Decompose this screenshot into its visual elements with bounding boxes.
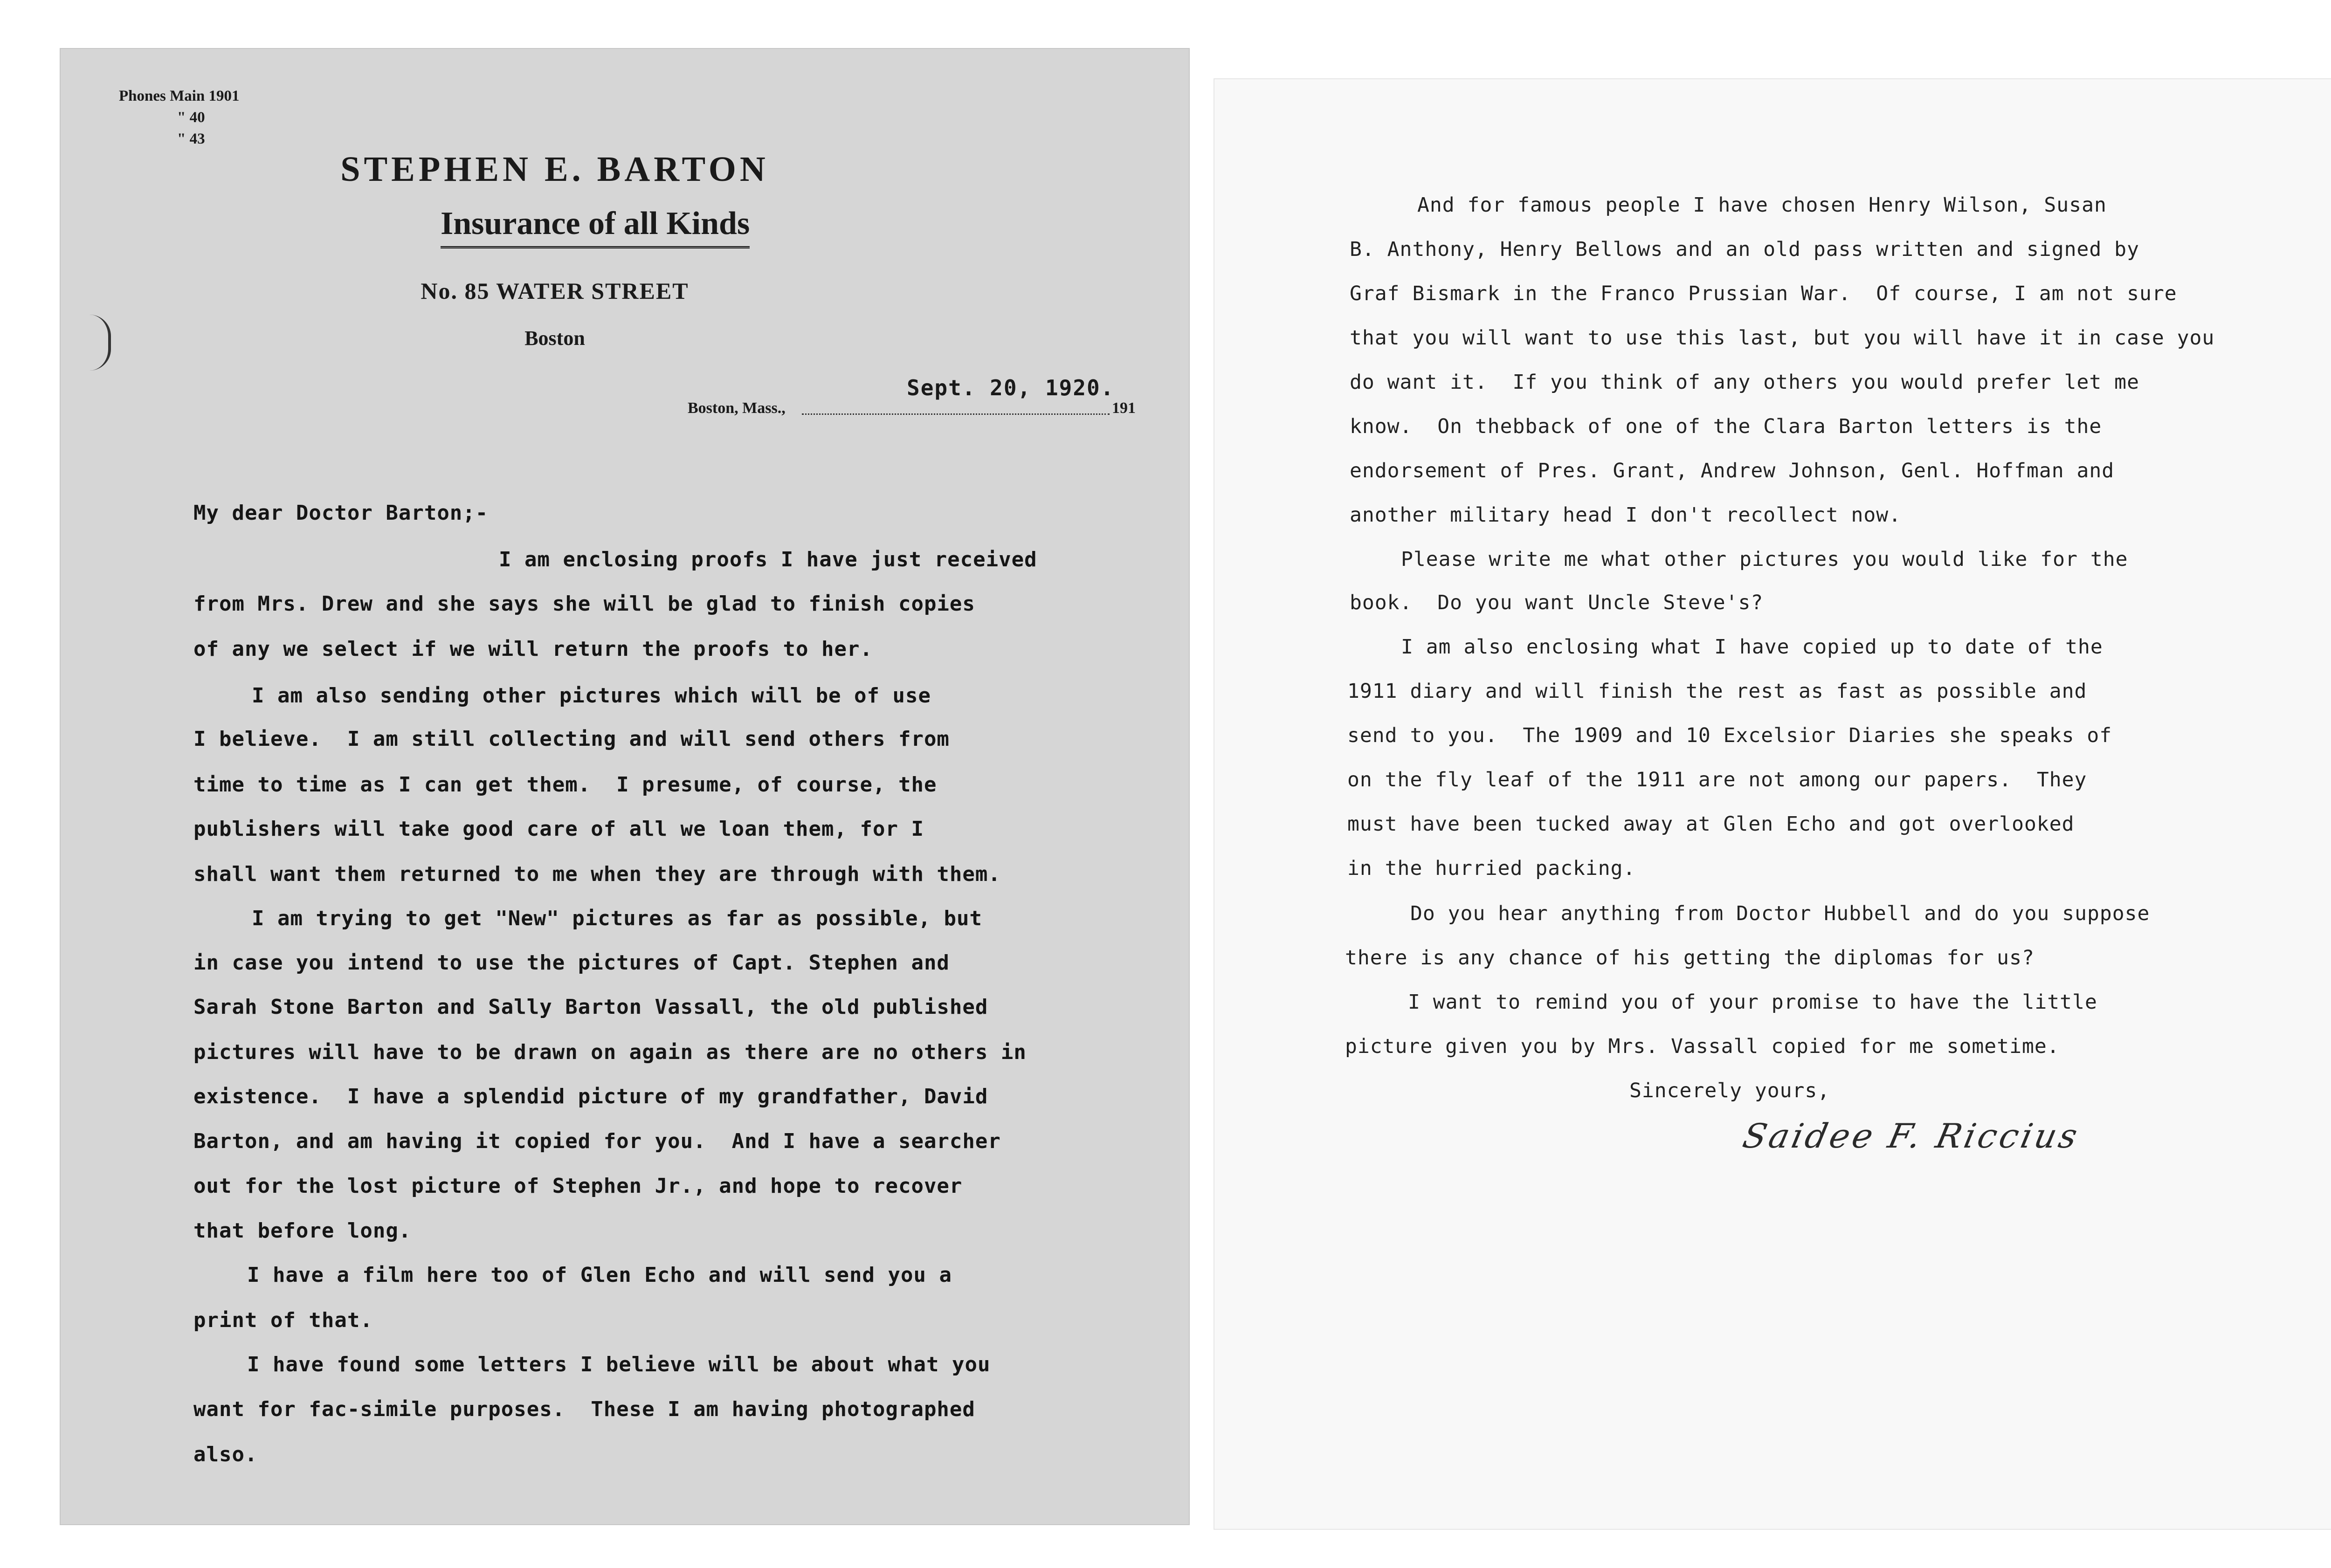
body-line: another military head I don't recollect now. <box>1350 503 1902 527</box>
dateline-rule <box>802 413 1110 415</box>
letter-page-1 <box>61 49 1189 1524</box>
body-line: Please write me what other pictures you would like for the <box>1401 548 2128 571</box>
body-line: that before long. <box>193 1219 412 1243</box>
letter-page-2 <box>1214 79 2331 1529</box>
body-line: Graf Bismark in the Franco Prussian War. Of course, I am not sure <box>1350 282 2177 305</box>
body-line: print of that. <box>193 1308 373 1332</box>
body-line: out for the lost picture of Stephen Jr., and hope to recover <box>193 1174 963 1198</box>
body-line: Do you hear anything from Doctor Hubbell and do you suppose <box>1410 902 2150 925</box>
dateline-year-stub: 191 <box>1112 399 1136 417</box>
body-line: I believe. I am still collecting and will send others from <box>193 727 950 751</box>
body-line: pictures will have to be drawn on again as there are no others in <box>193 1040 1027 1064</box>
body-line: know. On thebback of one of the Clara Barton letters is the <box>1350 415 2102 438</box>
phones-ditto-2: " 43 <box>177 131 205 147</box>
body-line: existence. I have a splendid picture of my grandfather, David <box>193 1085 988 1108</box>
letterhead-tagline: Insurance of all Kinds <box>441 205 750 248</box>
signature: Saidee F. Riccius <box>1739 1116 2084 1155</box>
body-line: in the hurried packing. <box>1347 857 1636 880</box>
body-line: I am also sending other pictures which will be of use <box>252 684 931 708</box>
body-line: 1911 diary and will finish the rest as fast as possible and <box>1347 680 2087 703</box>
body-line: I am also enclosing what I have copied up to date of the <box>1401 635 2103 659</box>
body-line: on the fly leaf of the 1911 are not among our papers. They <box>1347 768 2087 791</box>
body-line: I am enclosing proofs I have just received <box>499 548 1037 571</box>
phones-main-line: Phones Main 1901 <box>119 88 240 104</box>
dateline <box>688 375 1154 417</box>
body-line: I want to remind you of your promise to have the little <box>1408 990 2097 1014</box>
letterhead-city: Boston <box>524 327 585 350</box>
body-line: in case you intend to use the pictures of Capt. Stephen and <box>193 951 950 975</box>
body-line: I have found some letters I believe will be about what you <box>247 1353 991 1376</box>
dateline-date: Sept. 20, 1920. <box>907 375 1115 400</box>
body-line: I am trying to get "New" pictures as far as possible, but <box>252 907 982 930</box>
phones-ditto-1: " 40 <box>177 109 205 126</box>
letterhead-name: STEPHEN E. BARTON <box>340 150 769 189</box>
body-line: Barton, and am having it copied for you. And I have a searcher <box>193 1129 1001 1153</box>
body-line: want for fac-simile purposes. These I am having photographed <box>193 1397 975 1421</box>
body-line: send to you. The 1909 and 10 Excelsior Diaries she speaks of <box>1347 724 2112 747</box>
body-line: And for famous people I have chosen Henry Wilson, Susan <box>1417 193 2107 217</box>
body-line: also. <box>193 1443 258 1466</box>
closing: Sincerely yours, <box>1629 1079 1830 1102</box>
body-line: publishers will take good care of all we loan them, for I <box>193 817 924 841</box>
letterhead-address: No. 85 WATER STREET <box>421 278 689 304</box>
body-line: do want it. If you think of any others you would prefer let me <box>1350 371 2139 394</box>
phone-numbers <box>119 85 240 150</box>
body-line: B. Anthony, Henry Bellows and an old pass written and signed by <box>1350 238 2139 261</box>
body-line: endorsement of Pres. Grant, Andrew Johnson, Genl. Hoffman and <box>1350 459 2115 482</box>
body-line: Sarah Stone Barton and Sally Barton Vassall, the old published <box>193 995 988 1019</box>
body-line: shall want them returned to me when they are through with them. <box>193 862 1001 886</box>
body-line: must have been tucked away at Glen Echo and got overlooked <box>1347 812 2075 836</box>
dateline-prefix: Boston, Mass., <box>688 399 786 417</box>
body-line: that you will want to use this last, but you will have it in case you <box>1350 326 2215 350</box>
salutation: My dear Doctor Barton;- <box>193 501 489 525</box>
body-line: book. Do you want Uncle Steve's? <box>1350 591 1764 614</box>
body-line: of any we select if we will return the proofs to her. <box>193 637 873 661</box>
body-line: time to time as I can get them. I presume, of course, the <box>193 773 937 797</box>
body-line: picture given you by Mrs. Vassall copied for me sometime. <box>1345 1035 2060 1058</box>
body-line: there is any chance of his getting the diplomas for us? <box>1345 946 2034 970</box>
body-line: I have a film here too of Glen Echo and will send you a <box>247 1263 952 1287</box>
body-line: from Mrs. Drew and she says she will be glad to finish copies <box>193 592 975 616</box>
